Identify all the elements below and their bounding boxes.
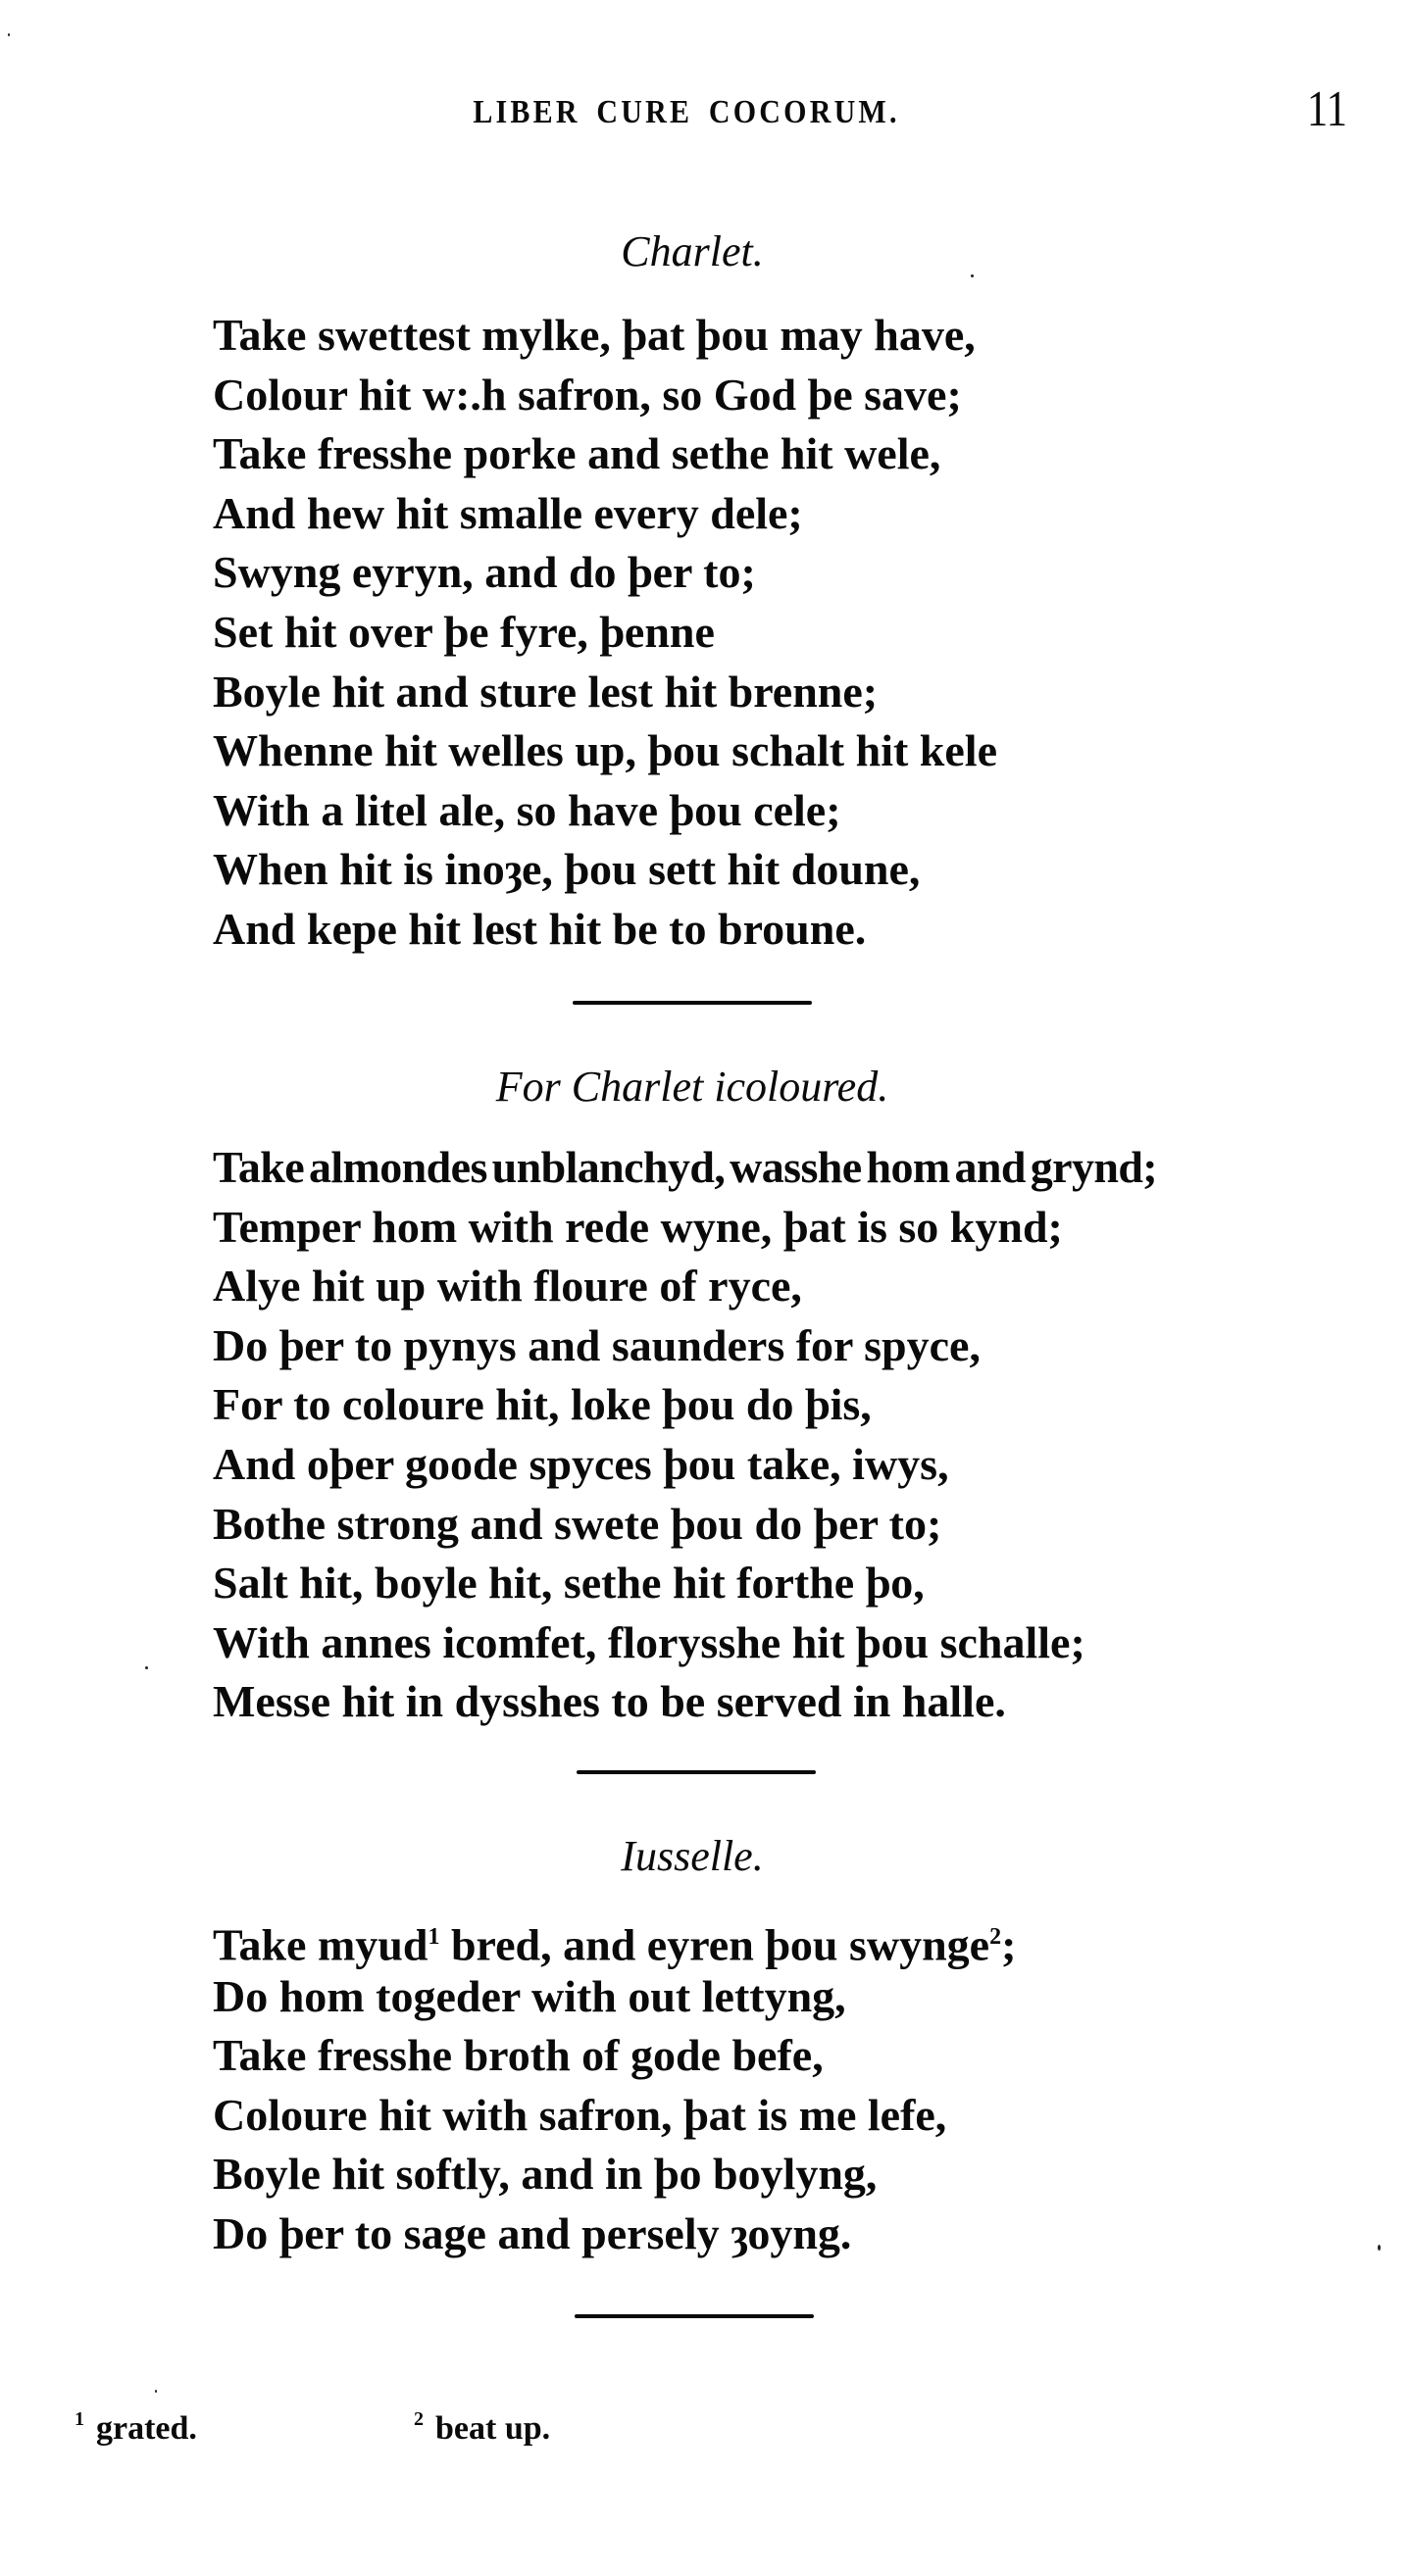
recipe-title-charlet: Charlet. xyxy=(621,227,764,275)
footnote-2 xyxy=(414,2409,550,2446)
footnote-marker: 1 xyxy=(75,2408,84,2430)
section-divider-rule xyxy=(573,1001,812,1005)
recipe-title-iusselle: Iusselle. xyxy=(621,1832,764,1880)
footnote-marker: 2 xyxy=(414,2408,424,2430)
verse-line: Take swettest mylke, þat þou may have, xyxy=(213,310,976,360)
footnote-ref-1[interactable]: 1 xyxy=(428,1924,440,1950)
verse-line: Messe hit in dysshes to be served in halle. xyxy=(213,1676,1006,1727)
verse-line: Do hom togeder with out lettyng, xyxy=(213,1970,846,2021)
verse-line-with-notes xyxy=(213,1907,1340,1970)
verse-line: Take fresshe broth of gode befe, xyxy=(213,2030,824,2081)
scan-speck xyxy=(1378,2245,1381,2251)
verse-line: Salt hit, boyle hit, sethe hit forthe þo, xyxy=(213,1558,925,1609)
verse-text: Take myud xyxy=(213,1919,428,1970)
footnote-text: grated. xyxy=(96,2410,197,2447)
verse-line: With a litel ale, so have þou cele; xyxy=(213,784,841,835)
verse-line: Take almondes unblanchyd, wasshe hom and grynd; xyxy=(213,1142,1158,1192)
verse-line: For to coloure hit, loke þou do þis, xyxy=(213,1379,872,1430)
verse-text: ; xyxy=(1001,1919,1017,1970)
verse-line: Boyle hit and sture lest hit brenne; xyxy=(213,666,879,717)
verse-line: Bothe strong and swete þou do þer to; xyxy=(213,1498,942,1549)
footnote-ref-2[interactable]: 2 xyxy=(989,1924,1002,1950)
running-title: LIBER CURE COCORUM. xyxy=(473,93,900,130)
verse-line: Temper hom with rede wyne, þat is so kynd; xyxy=(213,1201,1063,1252)
verse-line: Set hit over þe fyre, þenne xyxy=(213,606,715,657)
verse-line: Alye hit up with floure of ryce, xyxy=(213,1261,802,1312)
verse-line: Do þer to sage and persely ȝoyng. xyxy=(213,2207,852,2258)
verse-line: Swyng eyryn, and do þer to; xyxy=(213,547,756,598)
verse-line: Take fresshe porke and sethe hit wele, xyxy=(213,428,941,479)
verse-line: Colour hit w:.h safron, so God þe save; xyxy=(213,369,962,420)
verse-line: Whenne hit welles up, þou schalt hit kele xyxy=(213,725,997,776)
verse-line: Coloure hit with safron, þat is me lefe, xyxy=(213,2089,947,2140)
recipe-verse-charlet xyxy=(213,306,1340,960)
scan-speck xyxy=(145,1666,148,1669)
recipe-title-charlet-icoloured: For Charlet icoloured. xyxy=(495,1063,889,1111)
recipe-verse-iusselle xyxy=(213,1907,1340,2264)
verse-line: When hit is inoȝe, þou sett hit doune, xyxy=(213,844,921,895)
footnote-text: beat up. xyxy=(435,2410,551,2447)
verse-line: Do þer to pynys and saunders for spyce, xyxy=(213,1319,981,1370)
scan-speck xyxy=(971,274,974,277)
scan-speck xyxy=(8,33,10,36)
verse-line: And kepe hit lest hit be to broune. xyxy=(213,903,867,954)
section-divider-rule xyxy=(577,1770,816,1774)
verse-line: And hew hit smalle every dele; xyxy=(213,487,803,538)
verse-text: bred, and eyren þou swynge xyxy=(439,1919,990,1970)
footnote-1 xyxy=(75,2409,197,2446)
verse-line: With annes icomfet, florysshe hit þou schalle; xyxy=(213,1616,1085,1667)
scan-speck xyxy=(155,2390,157,2393)
page-number: 11 xyxy=(1306,81,1347,137)
verse-line: Boyle hit softly, and in þo boylyng, xyxy=(213,2149,878,2200)
recipe-verse-charlet-icoloured xyxy=(213,1138,1340,1732)
verse-line: And oþer goode spyces þou take, iwys, xyxy=(213,1438,949,1489)
section-divider-rule xyxy=(575,2314,814,2318)
